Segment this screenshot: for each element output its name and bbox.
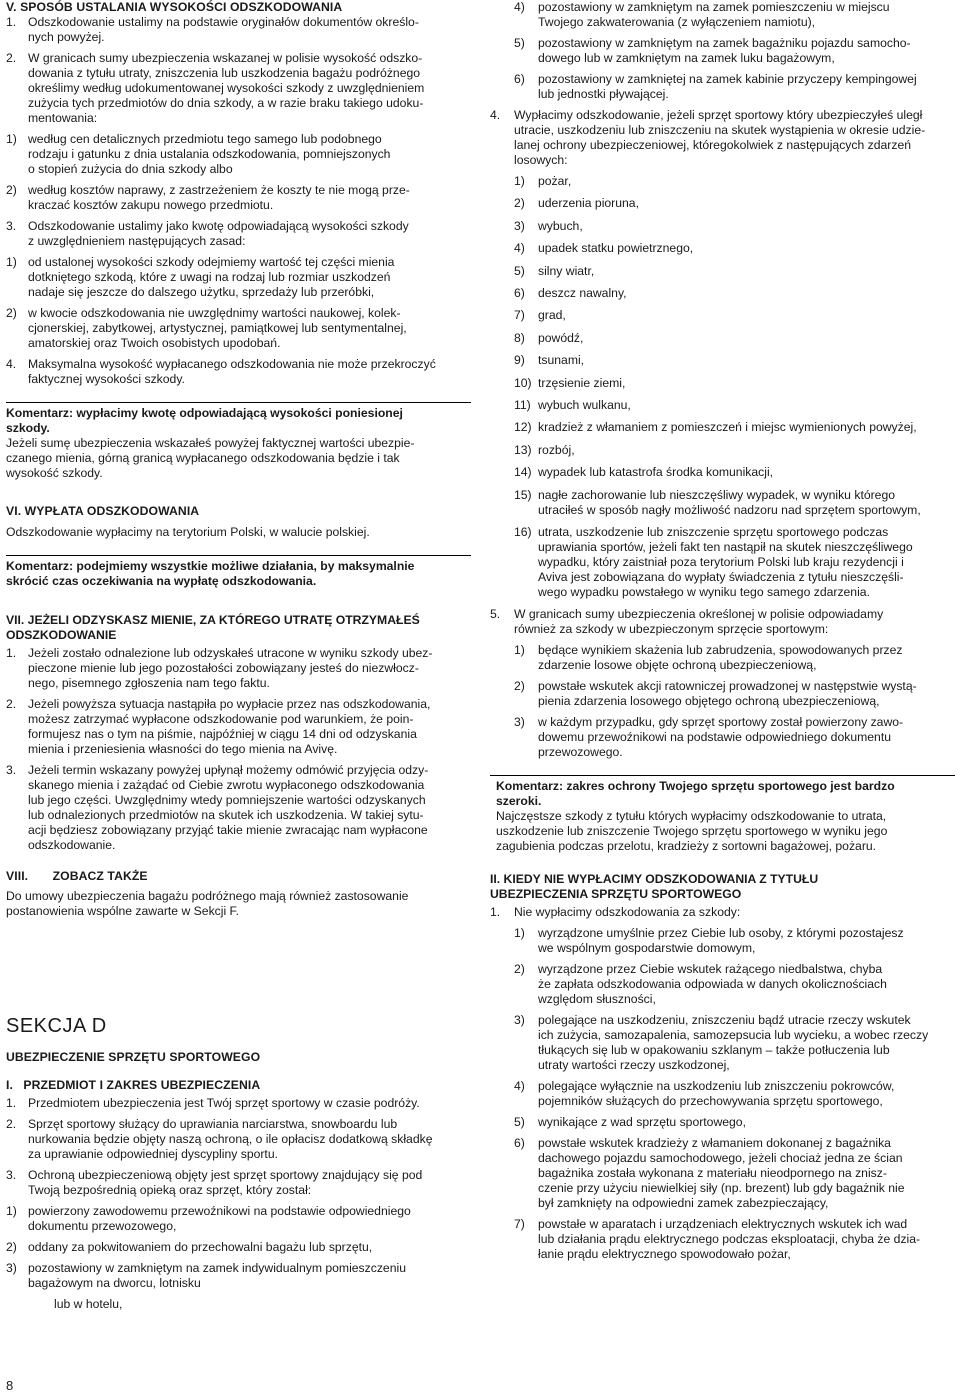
list-item-number: 2. — [6, 1117, 17, 1131]
section-subtitle: UBEZPIECZENIE SPRZĘTU SPORTOWEGO — [6, 1050, 261, 1064]
sub-item-number: 5) — [514, 36, 525, 50]
list-item-text-line: lub jego części. Uwzględnimy wtedy pomniejszenie wartości odzyskanych — [28, 793, 426, 807]
sub-item-text-line: amatorskiej oraz Twoich osobistych upodobań. — [28, 336, 281, 350]
sub-item-text-line: nadaje się jeszcze do dalszego użytku, sprzedaży lub przeróbki, — [28, 285, 375, 299]
list-item-text-line: acji będziesz zobowiązany przyjąć takie mienie zwracając nam wypłacone — [28, 823, 428, 837]
sub-item-number: 2) — [6, 306, 17, 320]
sub-item-text-line: od ustalonej wysokości szkody odejmiemy wartość tej części mienia — [28, 255, 395, 269]
event-item-text-line: utrata, uszkodzenie lub zniszczenie sprzętu sportowego podczas — [538, 525, 889, 539]
sub-item-text-line: powstałe wskutek kradzieży z włamaniem dokonanej z bagażnika — [538, 1136, 891, 1151]
sub-item-text-line: będące wynikiem skażenia lub zabrudzenia, spowodowanych przez — [538, 643, 903, 658]
list-item-number: 1. — [6, 646, 17, 660]
list-item-text-line: Jeżeli powyższa sytuacja nastąpiła po wypłacie przez nas odszkodowania, — [28, 697, 431, 711]
list-item-text-line: mienia i przeniesienia własności do tego mienia na Avivę. — [28, 742, 338, 756]
list-item-text-line: nurkowania będzie objęty naszą ochroną, o ile opłacisz dodatkową składkę — [28, 1132, 433, 1146]
event-item-number: 15) — [514, 487, 532, 502]
comment-title-line: szeroki. — [496, 794, 542, 809]
list-item-text-line: możesz zatrzymać wypłacone odszkodowanie pod warunkiem, że poin- — [28, 712, 414, 726]
sub-item-text-line: pozostawiony w zamkniętym na zamek pomieszczeniu w miejscu — [538, 0, 890, 14]
sub-item-text-line: powstałe w aparatach i urządzeniach elektrycznych wskutek ich wad — [538, 1217, 908, 1232]
sub-item-text-line: zdarzenie losowe objęte ochroną ubezpieczeniową, — [538, 658, 817, 673]
sub-item-text-line: polegające wyłącznie na uszkodzeniu lub zniszczeniu pokrowców, — [538, 1079, 895, 1094]
sub-item-text-line: dowemu przewoźnikowi na podstawie odpowiedniego dokumentu — [538, 730, 891, 745]
sub-item-text-line: przewozowego. — [538, 745, 623, 760]
sub-item-text-line: powstałe wskutek akcji ratowniczej prowadzonej w następstwie wystą- — [538, 679, 917, 694]
event-item-text-line: utraciłeś w sposób nagły możliwość nadzoru nad sprzętem sportowym, — [538, 502, 921, 517]
sub-item-number: 3) — [6, 1261, 17, 1275]
event-item-text-line: powódź, — [538, 330, 584, 345]
comment-text-line: zagubienia podczas przelotu, kradzieży z sortowni bagażowej, pożaru. — [496, 839, 877, 854]
list-item-text-line: faktycznej wysokości szkody. — [28, 372, 185, 386]
sub-item-text-line: tłukących się lub w opakowaniu szklanym – także potłuczenia lub — [538, 1043, 890, 1058]
event-item-text-line: trzęsienie ziemi, — [538, 375, 626, 390]
event-item-text-line: wypadek lub katastrofa środka komunikacji, — [538, 465, 774, 480]
sub-item-number: 1) — [514, 643, 525, 658]
sub-item-text-line: pozostawiony w zamkniętym na zamek indywidualnym pomieszczeniu — [28, 1261, 406, 1275]
list-item-text-line: Wypłacimy odszkodowanie, jeżeli sprzęt sportowy który ubezpieczyłeś uległ — [514, 108, 923, 122]
page-number: 8 — [6, 1378, 14, 1393]
sub-item-text-line: według kosztów naprawy, z zastrzeżeniem że koszty te nie mogą prze- — [28, 183, 410, 197]
list-item-number: 4. — [490, 108, 501, 122]
sub-item-text-line: wynikające z wad sprzętu sportowego, — [538, 1115, 746, 1130]
sub-item-number: 4) — [514, 0, 525, 14]
section-heading: I. PRZEDMIOT I ZAKRES UBEZPIECZENIA — [6, 1078, 261, 1092]
event-item-text-line: tsunami, — [538, 353, 585, 368]
list-item-text-line: zużycia tych przedmiotów do dnia szkody, a w razie braku takiego udoku- — [28, 96, 424, 110]
sub-item-number: 1) — [6, 1204, 17, 1218]
sub-item-text-line: pozostawiony w zamkniętym na zamek bagażniku pojazdu samocho- — [538, 36, 911, 50]
sub-item-number: 2) — [514, 679, 525, 694]
sub-item-text-line: w kwocie odszkodowania nie uwzględnimy wartości naukowej, kolek- — [28, 306, 401, 320]
sub-item-number: 1) — [6, 132, 17, 146]
list-item-number: 3. — [6, 763, 17, 777]
list-item-number: 2. — [6, 697, 17, 711]
list-item-number: 1. — [6, 1096, 17, 1110]
event-item-number: 11) — [514, 398, 531, 412]
event-item-number: 3) — [514, 218, 525, 233]
event-item-text-line: grad, — [538, 308, 566, 323]
sub-item-number: 5) — [514, 1115, 525, 1130]
list-item-text-line: Ochroną ubezpieczeniową objęty jest sprzęt sportowy znajdujący się pod — [28, 1168, 423, 1182]
list-item-text-line: również za szkody w ubezpieczonym sprzęcie sportowym: — [514, 622, 829, 637]
sub-item-text-line: polegające na uszkodzeniu, zniszczeniu bądź utracie rzeczy wskutek — [538, 1013, 911, 1028]
list-item-number: 3. — [6, 219, 17, 233]
sub-item-number: 6) — [514, 1136, 525, 1151]
sub-item-text-line: ich zużycia, samozapalenia, samozepsucia lub wycieku, a wobec rzeczy — [538, 1028, 929, 1043]
list-item-text-line: W granicach sumy ubezpieczenia wskazanej w polisie wysokość odszko- — [28, 51, 423, 65]
event-item-text-line: kradzież z włamaniem z pomieszczeń i miejsc wymienionych powyżej, — [538, 420, 917, 435]
list-item-text-line: Odszkodowanie ustalimy jako kwotę odpowiadającą wysokości szkody — [28, 219, 409, 233]
list-item-text-line: odszkodowanie. — [28, 838, 116, 852]
event-item-number: 6) — [514, 286, 525, 300]
comment-title-line: Komentarz: podejmiemy wszystkie możliwe działania, by maksymalnie — [6, 559, 415, 573]
event-item-text-line: wypadku, który zaistniał poza terytorium Polski lub kraju rezydencji i — [538, 555, 904, 569]
comment-title-line: szkody. — [6, 421, 50, 435]
list-item-text-line: Jeżeli termin wskazany powyżej upłynął możemy odmówić przyjęcia odzy- — [28, 763, 429, 777]
list-item-text-line: Jeżeli zostało odnalezione lub odzyskałeś utracone w wyniku szkody ubez- — [28, 646, 433, 660]
comment-title-line: Komentarz: zakres ochrony Twojego sprzętu sportowego jest bardzo — [496, 779, 895, 794]
list-item-number: 2. — [6, 51, 17, 65]
sub-item-text-line: według cen detalicznych przedmiotu tego samego lub podobnego — [28, 132, 382, 146]
sub-item-text-line: względom słuszności, — [538, 992, 656, 1007]
comment-box — [6, 555, 471, 556]
event-item-text-line: uderzenia pioruna, — [538, 196, 639, 211]
comment-box — [490, 775, 955, 776]
event-item-text-line: uprawiania sportów, jeżeli fakt ten nastąpił na skutek nieszczęśliwego — [538, 540, 913, 554]
sub-item-text-line: lub działania prądu elektrycznego podczas eksploatacji, chyba że dzia- — [538, 1232, 921, 1247]
event-item-number: 2) — [514, 196, 525, 211]
sub-item-text-line: bagażnika została wykonana z materiału nieodpornego na znisz- — [538, 1166, 887, 1181]
section-title: SEKCJA D — [6, 1015, 107, 1037]
event-item-number: 5) — [514, 263, 525, 278]
list-item-text-line: pieczone mienie lub jego pozostałości zobowiązany jesteś do niezwłocz- — [28, 661, 419, 675]
comment-text-line: wysokość szkody. — [6, 466, 103, 480]
event-item-text-line: wybuch, — [538, 218, 583, 233]
event-item-number: 12) — [514, 420, 532, 435]
section-heading-line: II. KIEDY NIE WYPŁACIMY ODSZKODOWANIA Z TYTUŁU — [490, 872, 819, 887]
event-item-text-line: silny wiatr, — [538, 263, 595, 278]
sub-item-number: 1) — [514, 926, 525, 941]
section-heading: V. SPOSÓB USTALANIA WYSOKOŚCI ODSZKODOWANIA — [6, 0, 343, 14]
sub-item-text-line: powierzony zawodowemu przewoźnikowi na podstawie odpowiedniego — [28, 1204, 411, 1218]
list-item-text-line: lanej ochrony ubezpieczeniowej, któregokolwiek z następujących zdarzeń — [514, 138, 911, 152]
paragraph-line: Do umowy ubezpieczenia bagażu podróżnego mają również zastosowanie — [6, 889, 409, 903]
list-item-number: 5. — [490, 607, 501, 622]
paragraph-line: postanowienia wspólne zawarte w Sekcji F. — [6, 904, 240, 918]
sub-item-text-line: kraczać kosztów zakupu nowego przedmiotu. — [28, 198, 274, 212]
sub-item-number: 7) — [514, 1217, 525, 1232]
sub-item-number: 6) — [514, 72, 525, 86]
list-item-text-line: za uprawianie odpowiedniej dyscypliny sportu. — [28, 1147, 278, 1161]
sub-item-text-line: dotkniętego szkodą, które z uwagi na rodzaj lub rozmiar uszkodzeń — [28, 270, 391, 284]
list-item-text-line: określimy według udokumentowanej wysokości szkody z uwzględnieniem — [28, 81, 425, 95]
sub-item-text-line: wyrządzone umyślnie przez Ciebie lub osoby, z którymi pozostajesz — [538, 926, 904, 941]
list-item-text-line: nych powyżej. — [28, 30, 105, 44]
sub-item-number: 2) — [6, 183, 17, 197]
section-heading: VIII. ZOBACZ TAKŻE — [6, 869, 148, 883]
event-item-number: 9) — [514, 353, 525, 368]
sub-item-text-line: czenie przy użyciu niewielkiej siły (np. brezent) lub gdy bagażnik nie — [538, 1181, 905, 1196]
event-item-number: 16) — [514, 525, 532, 539]
sub-item-text-line: cjonerskiej, zabytkowej, artystycznej, pamiątkowej lub sentymentalnej, — [28, 321, 407, 335]
comment-text-line: Jeżeli sumę ubezpieczenia wskazałeś powyżej faktycznej wartości ubezpie- — [6, 436, 415, 450]
sub-item-number: 2) — [514, 962, 525, 977]
event-item-number: 10) — [514, 375, 532, 390]
event-item-text-line: nagłe zachorowanie lub nieszczęśliwy wypadek, w wyniku którego — [538, 487, 896, 502]
list-item-text-line: utracie, uszkodzeniu lub zniszczeniu na skutek wystąpienia w okresie udzie- — [514, 123, 926, 137]
sub-item-text-line: o stopień zużycia do dnia szkody albo — [28, 162, 233, 176]
list-item-number: 1. — [490, 905, 501, 920]
sub-item-text-line: pozostawiony w zamkniętej na zamek kabinie przyczepy kempingowej — [538, 72, 917, 86]
paragraph: Odszkodowanie wypłacimy na terytorium Polski, w walucie polskiej. — [6, 525, 370, 539]
list-item-text-line: lub odnalezionych przedmiotów na skutek ich uszkodzenia. W takiej sytu- — [28, 808, 424, 822]
sub-item-text-line: pienia zdarzenia losowego objętego ochroną ubezpieczeniową, — [538, 694, 880, 709]
list-item-text-line: Odszkodowanie ustalimy na podstawie oryginałów dokumentów określo- — [28, 15, 419, 29]
sub-item-number: 3) — [514, 715, 525, 730]
comment-text-line: uszkodzenie lub zniszczenie Twojego sprzętu sportowego w wyniku jego — [496, 824, 888, 839]
sub-item-text-line: w każdym przypadku, gdy sprzęt sportowy został powierzony zawo- — [538, 715, 904, 730]
list-item-text-line: Maksymalna wysokość wypłacanego odszkodowania nie może przekroczyć — [28, 357, 436, 371]
sub-item-text-line: utraty wartości rzeczy uszkodzonej, — [538, 1058, 730, 1073]
comment-title-line: skrócić czas oczekiwania na wypłatę odszkodowania. — [6, 574, 317, 588]
section-heading-line: ODSZKODOWANIE — [6, 628, 117, 642]
event-item-number: 1) — [514, 174, 525, 188]
sub-item-number: 4) — [514, 1079, 525, 1094]
sub-item-text-line: pojemników służących do przechowywania sprzętu sportowego, — [538, 1094, 883, 1109]
sub-item-text-line: dowego lub w zamkniętym na zamek luku bagażowym, — [538, 51, 835, 65]
event-item-number: 13) — [514, 442, 532, 457]
sub-item-text-line: Twojego zakwaterowania (z wyłączeniem namiotu), — [538, 15, 816, 29]
sub-item-text-line: lub jednostki pływającej. — [538, 87, 669, 101]
list-item-number: 1. — [6, 15, 17, 29]
comment-box — [6, 402, 471, 403]
list-item-text-line: mentowania: — [28, 111, 98, 125]
event-item-number: 7) — [514, 308, 525, 323]
list-item-text-line: Nie wypłacimy odszkodowania za szkody: — [514, 905, 741, 920]
event-item-number: 14) — [514, 465, 532, 480]
sub-item-number: 2) — [6, 1240, 17, 1254]
event-item-text-line: wego wypadku powstałego w wyniku tego samego zdarzenia. — [538, 585, 870, 599]
comment-title-line: Komentarz: wypłacimy kwotę odpowiadającą wysokości poniesionej — [6, 406, 403, 420]
sub-item-text-line: był zamknięty na odpowiedni zamek zabezpieczający, — [538, 1196, 829, 1211]
sub-item-text-line: łanie prądu elektrycznego spowodowało pożar, — [538, 1247, 791, 1262]
comment-text-line: Najczęstsze szkody z tytułu których wypłacimy odszkodowanie to utrata, — [496, 809, 887, 824]
sub-item-text-line: dachowego pojazdu samochodowego, jeżeli chociaż jedna ze ścian — [538, 1151, 903, 1166]
event-item-text-line: rozbój, — [538, 442, 575, 457]
section-heading-line: VII. JEŻELI ODZYSKASZ MIENIE, ZA KTÓREGO UTRATĘ OTRZYMAŁEŚ — [6, 613, 420, 627]
paragraph: lub w hotelu, — [54, 1297, 123, 1311]
event-item-text-line: Aviva jest zobowiązana do wypłaty świadczenia z tytułu nieszczęśli- — [538, 570, 904, 584]
sub-item-text-line: dokumentu przewozowego, — [28, 1219, 177, 1233]
section-heading: VI. WYPŁATA ODSZKODOWANIA — [6, 504, 200, 518]
list-item-text-line: losowych: — [514, 153, 568, 167]
sub-item-number: 1) — [6, 255, 17, 269]
sub-item-text-line: że zapłata odszkodowania odpowiada w danych okolicznościach — [538, 977, 887, 992]
event-item-number: 4) — [514, 241, 525, 256]
event-item-text-line: deszcz nawalny, — [538, 286, 627, 300]
sub-item-text-line: wyrządzone przez Ciebie wskutek rażącego niedbalstwa, chyba — [538, 962, 883, 977]
list-item-text-line: Twoją bezpośrednią opieką oraz sprzęt, który został: — [28, 1183, 312, 1197]
list-item-text-line: nego, pisemnego zgłoszenia nam tego faktu. — [28, 676, 270, 690]
event-item-text-line: wybuch wulkanu, — [538, 398, 631, 412]
list-item-number: 4. — [6, 357, 17, 371]
list-item-text-line: Przedmiotem ubezpieczenia jest Twój sprzęt sportowy w czasie podróży. — [28, 1096, 420, 1110]
comment-text-line: czanego mienia, górną granicą wypłacanego odszkodowania będzie i tak — [6, 451, 400, 465]
section-heading-line: UBEZPIECZENIA SPRZĘTU SPORTOWEGO — [490, 887, 742, 902]
list-item-text-line: skanego mienia i zażądać od Ciebie zwrotu wypłaconego odszkodowania — [28, 778, 425, 792]
list-item-text-line: W granicach sumy ubezpieczenia określonej w polisie odpowiadamy — [514, 607, 884, 622]
sub-item-text-line: oddany za pokwitowaniem do przechowalni bagażu lub sprzętu, — [28, 1240, 373, 1254]
sub-item-text-line: bagażowym na dworcu, lotnisku — [28, 1276, 201, 1290]
event-item-text-line: upadek statku powietrznego, — [538, 241, 694, 256]
list-item-text-line: formujesz nas o tym na piśmie, najpóźniej w ciągu 14 dni od odzyskania — [28, 727, 417, 741]
list-item-text-line: dowania z tytułu utraty, zniszczenia lub uszkodzenia bagażu podróżnego — [28, 66, 421, 80]
sub-item-number: 3) — [514, 1013, 525, 1028]
list-item-number: 3. — [6, 1168, 17, 1182]
sub-item-text-line: we wspólnym gospodarstwie domowym, — [538, 941, 756, 956]
event-item-text-line: pożar, — [538, 174, 572, 188]
event-item-number: 8) — [514, 330, 525, 345]
sub-item-text-line: rodzaju i gatunku z dnia ustalania odszkodowania, pomniejszonych — [28, 147, 391, 161]
list-item-text-line: z uwzględnieniem następujących zasad: — [28, 234, 246, 248]
list-item-text-line: Sprzęt sportowy służący do uprawiania narciarstwa, snowboardu lub — [28, 1117, 398, 1131]
